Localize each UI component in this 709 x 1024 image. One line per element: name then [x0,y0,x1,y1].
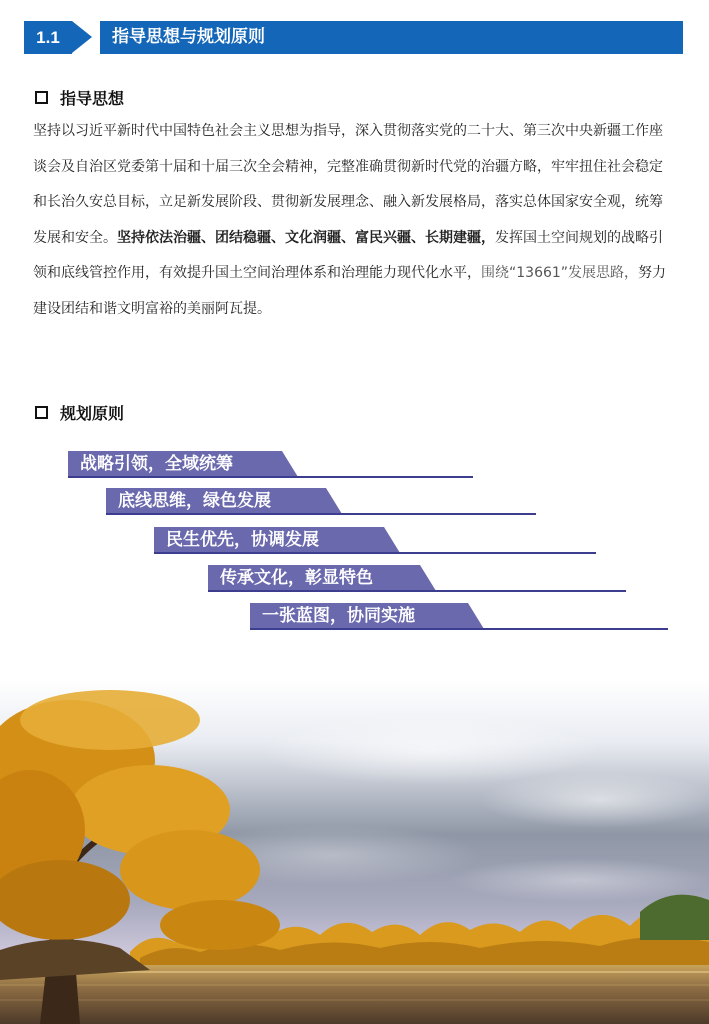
guiding-text-3: 发挥国土空间规划的战略引领和底线管控作用，有效提升国土空间治理体系和治理能力现代化水平， [33,229,663,282]
guiding-text-1: 坚持以习近平新时代中国特色社会主义思想为指导，深入贯彻落实党的二十大、第三次中央新疆工作座谈会及自治区党委第十届和十届三次全会精神，完整准确贯彻新时代党的治疆方略，牢牢扭住社会稳定和长治久安总目标，立足新发展阶段、贯彻新发展理念、融入新发展格局，落实总体国家安全观，统筹发展和安全。 [33,123,663,246]
section-title: 指导思想与规划原则 [112,27,265,47]
guiding-heading: 指导思想 [60,88,125,108]
guiding-text-5: 努力建设团结和谐文明富裕的美丽阿瓦提。 [33,265,667,317]
section-title-bar [100,21,683,54]
guiding-text-4: 围绕“13661”发展思路， [481,265,639,282]
principle-label: 一张蓝图，协同实施 [262,606,415,626]
principle-item [154,527,596,553]
principle-item [68,451,473,477]
guiding-heading-row [35,86,124,108]
section-header [24,21,683,54]
principle-item [208,565,626,591]
principle-item [106,488,536,514]
section-number: 1.1 [24,21,72,54]
principle-item [250,603,668,629]
landscape-photo [0,680,709,1024]
planning-heading-row [35,401,124,423]
principle-label: 战略引领，全域统筹 [80,454,233,474]
principle-label: 传承文化，彰显特色 [220,568,373,588]
principle-label: 民生优先，协调发展 [166,530,319,550]
section-number-arrow [72,21,92,53]
guiding-text-2: 坚持依法治疆、团结稳疆、文化润疆、富民兴疆、长期建疆， [117,229,495,246]
principle-label: 底线思维，绿色发展 [118,491,271,511]
square-bullet-icon [35,91,48,104]
guiding-paragraph [33,114,673,328]
square-bullet-icon [35,406,48,419]
planning-heading: 规划原则 [60,403,125,423]
